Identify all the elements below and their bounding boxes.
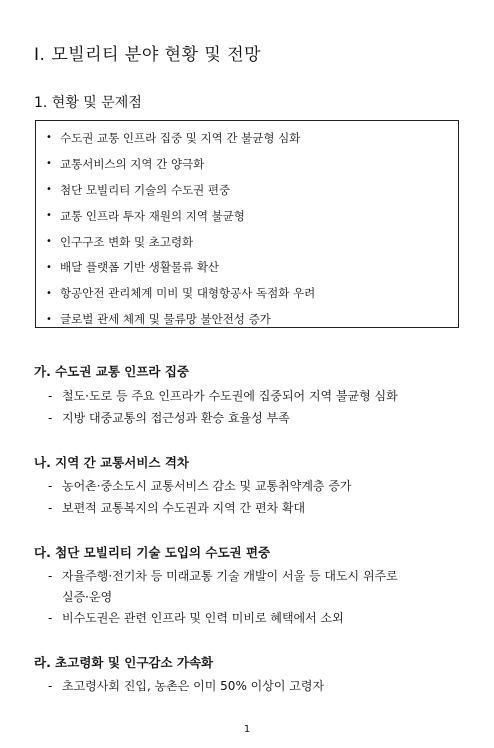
- dash-icon: -: [48, 389, 53, 403]
- subsection-heading: 가. 수도권 교통 인프라 집중: [34, 364, 189, 379]
- summary-item-text: 수도권 교통 인프라 집중 및 지역 간 불균형 심화: [60, 130, 301, 145]
- dash-icon: -: [48, 411, 53, 425]
- summary-item: [36, 203, 458, 229]
- bullet-icon: •: [46, 236, 52, 247]
- subsection-heading: 나. 지역 간 교통서비스 격차: [34, 455, 189, 470]
- dash-icon: -: [48, 611, 53, 625]
- summary-item-text: 배달 플랫폼 기반 생활물류 확산: [60, 260, 220, 275]
- list-item-text: 농어촌·중소도시 교통서비스 감소 및 교통취약계층 증가: [62, 479, 352, 493]
- list-item-text: 초고령사회 진입, 농촌은 이미 50% 이상이 고령자: [62, 679, 325, 693]
- summary-item-text: 항공안전 관리체계 미비 및 대형항공사 독점화 우려: [60, 286, 316, 301]
- list-item: [48, 386, 398, 407]
- summary-item-text: 인구구조 변화 및 초고령화: [60, 234, 194, 249]
- summary-item: [36, 280, 458, 306]
- summary-item: [36, 306, 458, 332]
- summary-item: [36, 177, 458, 203]
- list-item: [48, 408, 290, 429]
- list-item: [48, 608, 344, 629]
- dash-icon: -: [48, 479, 53, 493]
- bullet-icon: •: [46, 261, 52, 273]
- subsection-heading: 라. 초고령화 및 인구감소 가속화: [34, 655, 214, 670]
- list-item: [48, 676, 324, 697]
- list-item-text: 자율주행·전기차 등 미래교통 기술 개발이 서울 등 대도시 위주로: [62, 569, 398, 583]
- chapter-title: Ⅰ. 모빌리티 분야 현황 및 전망: [34, 45, 262, 65]
- summary-item-text: 교통 인프라 투자 재원의 지역 불균형: [60, 208, 245, 223]
- list-item-text: 지방 대중교통의 접근성과 환승 효율성 부족: [62, 411, 290, 425]
- dash-icon: -: [48, 501, 53, 515]
- summary-item: [36, 151, 458, 177]
- dash-icon: -: [48, 569, 53, 583]
- subsection-heading: 다. 첨단 모빌리티 기술 도입의 수도권 편중: [34, 545, 271, 560]
- summary-item-text: 첨단 모빌리티 기술의 수도권 편중: [60, 182, 231, 197]
- section-title: 1. 현황 및 문제점: [34, 95, 142, 111]
- list-item: [48, 476, 352, 497]
- dash-icon: -: [48, 679, 53, 693]
- summary-item: [36, 125, 458, 151]
- bullet-icon: •: [46, 132, 52, 144]
- page-number: 1: [243, 724, 251, 735]
- summary-item: [36, 229, 458, 255]
- list-item-text: 철도·도로 등 주요 인프라가 수도권에 집중되어 지역 불균형 심화: [62, 389, 398, 403]
- summary-item-text: 교통서비스의 지역 간 양극화: [60, 156, 205, 171]
- list-item-text: 보편적 교통복지의 수도권과 지역 간 편차 확대: [62, 501, 306, 515]
- bullet-icon: •: [46, 210, 52, 222]
- bullet-icon: •: [46, 287, 52, 299]
- list-item: [48, 498, 305, 519]
- list-item-text: 비수도권은 관련 인프라 및 인력 미비로 혜택에서 소외: [62, 611, 344, 625]
- bullet-icon: •: [46, 158, 52, 170]
- list-item-continuation: 실증·운영: [62, 590, 113, 604]
- bullet-icon: •: [46, 184, 52, 196]
- list-item: [48, 566, 398, 608]
- bullet-icon: •: [46, 313, 52, 325]
- summary-item: [36, 254, 458, 280]
- summary-item-text: 글로벌 관세 체계 및 물류망 불안전성 증가: [60, 312, 271, 327]
- summary-box: [35, 120, 459, 328]
